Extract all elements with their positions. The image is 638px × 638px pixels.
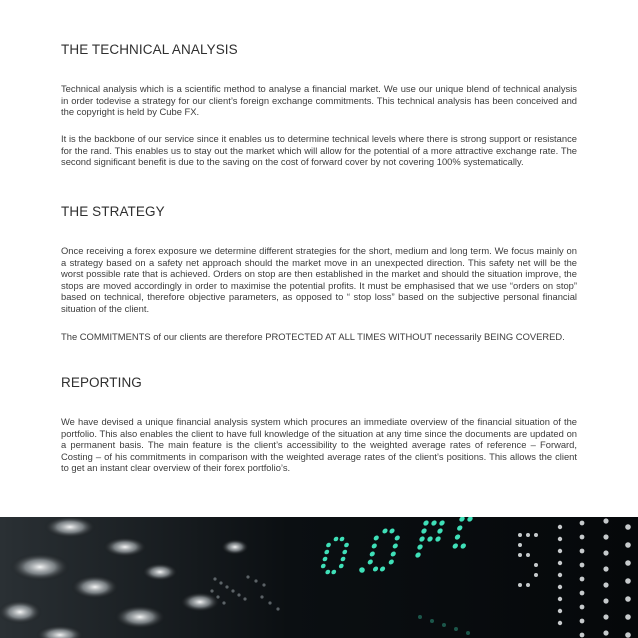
ticker-board-graphic: [0, 517, 638, 638]
paragraph-reporting-1: We have devised a unique financial analysis system which procures an immediate overview of the financial situation of the portfolio. This also enables the client to have full knowledge of the situation at any time since the documents are updated on a permanent basis. The main feature is the client’s accessibility to the weighted average rates of reference – Forward, Costing – of his commitments in comparison with the weighted average rates of the client’s positions. This allows the client to get an instant clear overview of their forex portfolio’s.: [61, 416, 577, 474]
paragraph-strategy-1: Once receiving a forex exposure we determine different strategies for the short, medium and long term. We focus mainly on a strategy based on a safety net approach should the market move in an unexpected direction. This safety net will be the worst possible rate that is achieved. Orders on stop are then established in the market and should the situation improve, the stops are moved accordingly in order to maximise the potential profits. It must be emphasised that we use “orders on stop” based on technical, therefore objective parameters, as opposed to “ stop loss” based on the subjective personal financial situation of the client.: [61, 245, 577, 314]
heading-technical-analysis: THE TECHNICAL ANALYSIS: [61, 42, 238, 57]
heading-strategy: THE STRATEGY: [61, 204, 165, 219]
heading-reporting: REPORTING: [61, 375, 142, 390]
stock-ticker-banner-image: [0, 517, 638, 638]
paragraph-technical-2: It is the backbone of our service since it enables us to determine technical levels where there is strong support or resistance for the rand. This enables us to stay out the market which will allow for the potential of a more attractive exchange rate. The second significant benefit is due to the saving on the cost of forward cover by not covering 100% systematically.: [61, 133, 577, 168]
paragraph-strategy-2: The COMMITMENTS of our clients are therefore PROTECTED AT ALL TIMES WITHOUT necessarily BEING COVERED.: [61, 331, 565, 342]
paragraph-technical-1: Technical analysis which is a scientific method to analyse a financial market. We use our unique blend of technical analysis in order todevise a strategy for our client’s foreign exchange commitments. This technical analysis has been conceived and the copyright is held by Cube FX.: [61, 83, 577, 118]
